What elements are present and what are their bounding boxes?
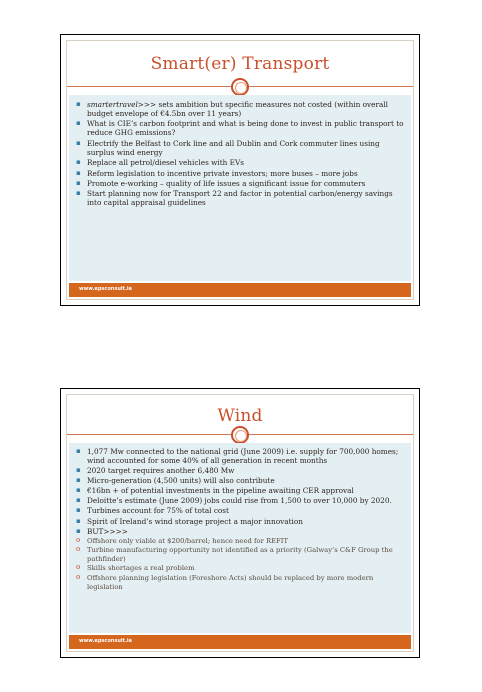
bullet-item <box>75 100 405 118</box>
bullet-item: ▪ Reform legislation to incentive private investors; more buses – more jobs <box>75 169 405 178</box>
bullet-item: ▪ Turbines account for 75% of total cost <box>75 506 405 515</box>
bullet-item: ▪ Electrify the Belfast to Cork line and all Dublin and Cork commuter lines using surplus wind energy <box>75 139 405 157</box>
bullet-item: ▪ Spirit of Ireland’s wind storage project a major innovation <box>75 517 405 526</box>
sub-bullet-item: o Offshore only viable at $200/barrel; hence need for REFIT <box>75 537 405 546</box>
circle-ornament-icon <box>231 426 249 444</box>
sub-bullet-item: o Offshore planning legislation (Foreshore Acts) should be replaced by more modern legislation <box>75 574 405 591</box>
slide-wind <box>60 388 420 658</box>
bullet-item: ▪ 1,077 Mw connected to the national grid (June 2009) i.e. supply for 700,000 homes; wind accounted for some 40% of all generation in recent months <box>75 447 405 465</box>
slide-canvas <box>66 394 414 652</box>
bullet-item: ▪ Start planning now for Transport 22 and factor in potential carbon/energy savings into capital appraisal guidelines <box>75 189 405 207</box>
slide-canvas <box>66 40 414 300</box>
slide-footer-bar <box>69 283 411 297</box>
bullet-item: ▪ What is CIE’s carbon footprint and what is being done to invest in public transport to reduce GHG emissions? <box>75 119 405 137</box>
sub-bullet-item: o Skills shortages a real problem <box>75 564 405 573</box>
slide-title: Smart(er) Transport <box>150 54 330 74</box>
footer-url: www.epsconsult.ie <box>79 286 132 292</box>
bullet-list <box>75 447 405 591</box>
bullet-item: ▪ Replace all petrol/diesel vehicles with EVs <box>75 158 405 167</box>
bullet-text: >>> sets ambition but specific measures not costed (within overall budget envelope of €4.5bn over 11 years) <box>87 100 388 118</box>
slide-smarter-transport <box>60 34 420 306</box>
bullet-item: ▪ Micro-generation (4,500 units) will also contribute <box>75 476 405 485</box>
slide-title: Wind <box>217 406 263 426</box>
bullet-item: ▪ BUT>>>> <box>75 527 405 536</box>
bullet-italic-lead: smartertravel <box>87 100 138 109</box>
bullet-item: ▪ 2020 target requires another 6,480 Mw <box>75 466 405 475</box>
bullet-item: ▪ Promote e-working – quality of life issues a significant issue for commuters <box>75 179 405 188</box>
slide-body <box>69 95 411 281</box>
bullet-list <box>75 100 405 207</box>
bullet-item: ▪ €16bn + of potential investments in the pipeline awaiting CER approval <box>75 486 405 495</box>
bullet-item: ▪ Deloitte’s estimate (June 2009) jobs could rise from 1,500 to over 10,000 by 2020. <box>75 496 405 505</box>
circle-ornament-icon <box>231 78 249 96</box>
slide-footer-bar <box>69 635 411 649</box>
sub-bullet-item: o Turbine manufacturing opportunity not identified as a priority (Galway’s C&F Group the pathfinder) <box>75 546 405 563</box>
footer-url: www.epsconsult.ie <box>79 638 132 644</box>
slide-body <box>69 443 411 633</box>
